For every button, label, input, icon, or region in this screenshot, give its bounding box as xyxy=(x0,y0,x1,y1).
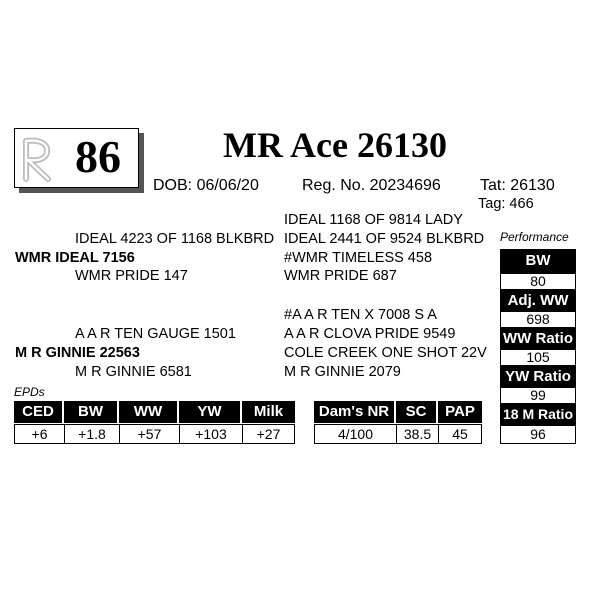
tag: Tag: 466 xyxy=(478,196,534,212)
pedigree-right-line: A A R CLOVA PRIDE 9549 xyxy=(284,326,456,342)
perf-header-yw-ratio: YW Ratio xyxy=(500,366,576,387)
epd-header-bw: BW xyxy=(64,401,119,423)
performance-title: Performance xyxy=(500,230,569,244)
perf-header-bw: BW xyxy=(500,249,576,273)
sc-value: 38.5 xyxy=(396,424,439,444)
sire-sire: IDEAL 4223 OF 1168 BLKBRD xyxy=(75,231,275,247)
pedigree-right-line: #WMR TIMELESS 458 xyxy=(284,250,433,266)
pap-value: 45 xyxy=(438,424,482,444)
pedigree-right-line: COLE CREEK ONE SHOT 22V xyxy=(284,345,487,361)
perf-header-ww-ratio: WW Ratio xyxy=(500,328,576,349)
pedigree-right-line: WMR PRIDE 687 xyxy=(284,268,397,284)
dob: DOB: 06/06/20 xyxy=(153,177,259,194)
epd-header-ced: CED xyxy=(14,401,64,423)
pap-header: PAP xyxy=(438,401,482,423)
sire-dam: WMR PRIDE 147 xyxy=(75,268,188,284)
dam-dam: M R GINNIE 6581 xyxy=(75,364,192,380)
perf-value-ww-ratio: 105 xyxy=(500,349,576,366)
perf-header-adj-ww: Adj. WW xyxy=(500,290,576,311)
perf-value-yw-ratio: 99 xyxy=(500,387,576,404)
epd-header-milk: Milk xyxy=(242,401,295,423)
pedigree-right-line: #A A R TEN X 7008 S A xyxy=(284,307,437,323)
perf-value-18m-ratio: 96 xyxy=(500,425,576,444)
registration-number: Reg. No. 20234696 xyxy=(302,177,441,194)
animal-name: MR Ace 26130 xyxy=(223,125,447,165)
epd-value-milk: +27 xyxy=(242,424,295,444)
perf-value-bw: 80 xyxy=(500,273,576,290)
pedigree-right-line: IDEAL 1168 OF 9814 LADY xyxy=(284,212,463,228)
lot-number: 86 xyxy=(75,131,121,182)
epd-title: EPDs xyxy=(14,385,45,399)
epd-header-yw: YW xyxy=(179,401,242,423)
dam-nr-value: 4/100 xyxy=(314,424,397,444)
epd-header-ww: WW xyxy=(119,401,179,423)
brand-logo-icon xyxy=(20,135,54,183)
epd-value-yw: +103 xyxy=(179,424,243,444)
dam-nr-header: Dam's NR xyxy=(314,401,396,423)
epd-value-bw: +1.8 xyxy=(64,424,120,444)
pedigree-right-line: IDEAL 2441 OF 9524 BLKBRD xyxy=(284,231,485,247)
epd-value-ww: +57 xyxy=(119,424,180,444)
perf-value-adj-ww: 698 xyxy=(500,311,576,328)
dam-sire: A A R TEN GAUGE 1501 xyxy=(75,326,236,342)
dam: M R GINNIE 22563 xyxy=(15,345,140,361)
tattoo: Tat: 26130 xyxy=(480,177,555,194)
pedigree-right-line: M R GINNIE 2079 xyxy=(284,364,401,380)
sc-header: SC xyxy=(396,401,438,423)
perf-header-18m-ratio: 18 M Ratio xyxy=(500,404,576,425)
sire: WMR IDEAL 7156 xyxy=(15,250,135,266)
epd-value-ced: +6 xyxy=(14,424,65,444)
